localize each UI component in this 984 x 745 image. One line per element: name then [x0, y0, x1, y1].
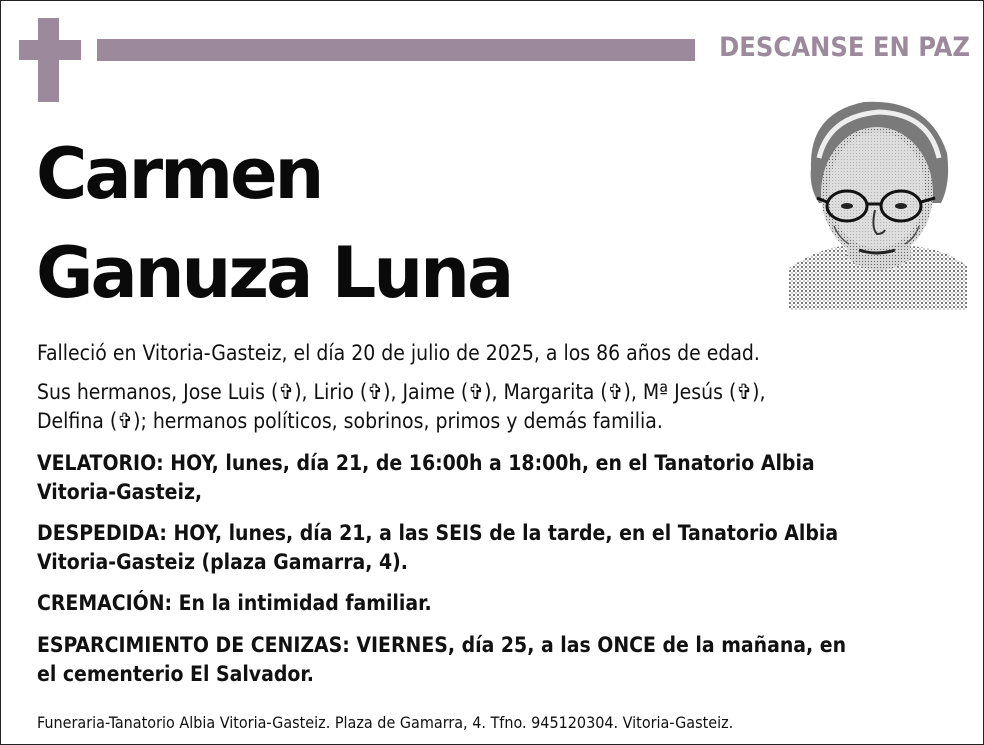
cremacion-text: [37, 589, 937, 618]
velatorio-text: [37, 449, 937, 507]
velatorio-line-1: VELATORIO: HOY, lunes, día 21, de 16:00h a 18:00h, en el Tanatorio Albia: [37, 451, 815, 475]
death-notice-line: Falleció en Vitoria-Gasteiz, el día 20 de julio de 2025, a los 86 años de edad.: [37, 341, 760, 365]
family-line-1: Sus hermanos, Jose Luis (✞), Lirio (✞), Jaime (✞), Margarita (✞), Mª Jesús (✞),: [37, 380, 766, 404]
header-bar: [97, 39, 695, 61]
esparcimiento-line-1: ESPARCIMIENTO DE CENIZAS: VIERNES, día 25, a las ONCE de la mañana, en: [37, 633, 847, 657]
family-line-2: Delfina (✞); hermanos políticos, sobrinos, primos y demás familia.: [37, 409, 663, 433]
deceased-surnames: Ganuza Luna: [36, 232, 512, 314]
esparcimiento-line-2: el cementerio El Salvador.: [37, 662, 314, 686]
death-notice-text: [37, 339, 937, 368]
latin-cross-icon: [19, 18, 81, 102]
family-text: [37, 378, 937, 436]
deceased-first-name: Carmen: [36, 133, 322, 215]
funeral-home-footer: Funeraria-Tanatorio Albia Vitoria-Gasteiz. Plaza de Gamarra, 4. Tfno. 945120304. Vitoria-Gasteiz.: [37, 713, 734, 732]
rip-heading: DESCANSE EN PAZ: [719, 32, 970, 63]
portrait-photo: [789, 98, 967, 310]
cremacion-line: CREMACIÓN: En la intimidad familiar.: [37, 591, 432, 615]
velatorio-line-2: Vitoria-Gasteiz,: [37, 480, 203, 504]
despedida-line-2: Vitoria-Gasteiz (plaza Gamarra, 4).: [37, 550, 408, 574]
despedida-line-1: DESPEDIDA: HOY, lunes, día 21, a las SEIS de la tarde, en el Tanatorio Albia: [37, 521, 839, 545]
esparcimiento-text: [37, 631, 937, 689]
despedida-text: [37, 519, 937, 577]
